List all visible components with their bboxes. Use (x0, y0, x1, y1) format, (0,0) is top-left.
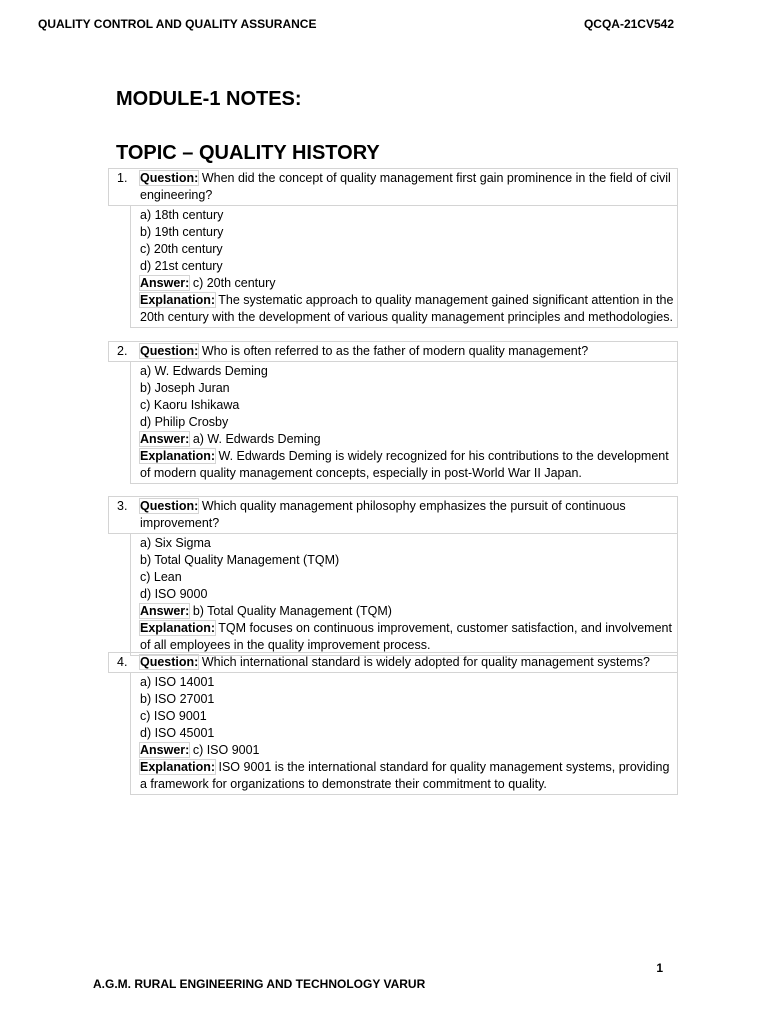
question-label: Question: (140, 499, 199, 513)
answer-label: Answer: (140, 743, 190, 757)
question-block-2 (108, 341, 678, 484)
option-b: b) Joseph Juran (140, 381, 230, 395)
question-number: 3. (117, 499, 128, 513)
header-course-title: QUALITY CONTROL AND QUALITY ASSURANCE (38, 17, 317, 31)
answer-line (140, 431, 677, 448)
question-number: 4. (117, 655, 128, 669)
footer-institution: A.G.M. RURAL ENGINEERING AND TECHNOLOGY VARUR (93, 977, 426, 991)
option-c: c) Kaoru Ishikawa (140, 398, 240, 412)
question-label: Question: (140, 655, 199, 669)
topic-title: TOPIC – QUALITY HISTORY (116, 142, 380, 164)
question-text: Who is often referred to as the father of modern quality management? (201, 344, 589, 358)
answer-line (140, 742, 677, 759)
question-label: Question: (140, 344, 199, 358)
question-text: When did the concept of quality management first gain prominence in the field of civil engineering? (140, 171, 671, 202)
answer-body (130, 206, 678, 328)
option-d: d) ISO 45001 (140, 726, 215, 740)
explanation-text: TQM focuses on continuous improvement, customer satisfaction, and involvement of all employees in the quality improvement process. (140, 621, 672, 652)
answer-text: a) W. Edwards Deming (192, 432, 321, 446)
question-text: Which quality management philosophy emphasizes the pursuit of continuous improvement? (140, 499, 626, 530)
question-number: 2. (117, 344, 128, 358)
answer-line (140, 275, 677, 292)
question-block-1 (108, 168, 678, 328)
option-b: b) ISO 27001 (140, 692, 215, 706)
answer-text: c) ISO 9001 (192, 743, 260, 757)
explanation-line (140, 292, 677, 326)
explanation-line (140, 759, 677, 793)
question-block-3 (108, 496, 678, 656)
option-c: c) 20th century (140, 242, 223, 256)
option-b: b) Total Quality Management (TQM) (140, 553, 340, 567)
answer-label: Answer: (140, 604, 190, 618)
option-a: a) ISO 14001 (140, 675, 215, 689)
answer-text: c) 20th century (192, 276, 276, 290)
answer-line (140, 603, 677, 620)
answer-body (130, 673, 678, 795)
explanation-line (140, 620, 677, 654)
answer-label: Answer: (140, 432, 190, 446)
module-title: MODULE-1 NOTES: (116, 88, 302, 110)
option-a: a) Six Sigma (140, 536, 211, 550)
answer-body (130, 362, 678, 484)
option-d: d) 21st century (140, 259, 223, 273)
explanation-label: Explanation: (140, 621, 216, 635)
question-row (108, 652, 678, 673)
explanation-line (140, 448, 677, 482)
explanation-label: Explanation: (140, 293, 216, 307)
question-block-4 (108, 652, 678, 795)
question-row (108, 168, 678, 206)
question-number: 1. (117, 171, 128, 185)
explanation-label: Explanation: (140, 449, 216, 463)
option-d: d) ISO 9000 (140, 587, 208, 601)
option-a: a) W. Edwards Deming (140, 364, 268, 378)
question-row (108, 341, 678, 362)
explanation-text: ISO 9001 is the international standard for quality management systems, providing a framework for organizations to demonstrate their commitment to quality. (140, 760, 670, 791)
option-a: a) 18th century (140, 208, 224, 222)
answer-text: b) Total Quality Management (TQM) (192, 604, 392, 618)
question-label: Question: (140, 171, 199, 185)
option-c: c) ISO 9001 (140, 709, 207, 723)
answer-label: Answer: (140, 276, 190, 290)
explanation-text: W. Edwards Deming is widely recognized for his contributions to the development of modern quality management concepts, especially in post-World War II Japan. (140, 449, 669, 480)
question-row (108, 496, 678, 534)
header-course-code: QCQA-21CV542 (583, 17, 674, 31)
answer-body (130, 534, 678, 656)
page-number: 1 (656, 961, 663, 975)
option-d: d) Philip Crosby (140, 415, 229, 429)
option-c: c) Lean (140, 570, 182, 584)
explanation-label: Explanation: (140, 760, 216, 774)
option-b: b) 19th century (140, 225, 224, 239)
explanation-text: The systematic approach to quality management gained significant attention in the 20th century with the development of various quality management principles and methodologies. (140, 293, 674, 324)
question-text: Which international standard is widely adopted for quality management systems? (201, 655, 650, 669)
